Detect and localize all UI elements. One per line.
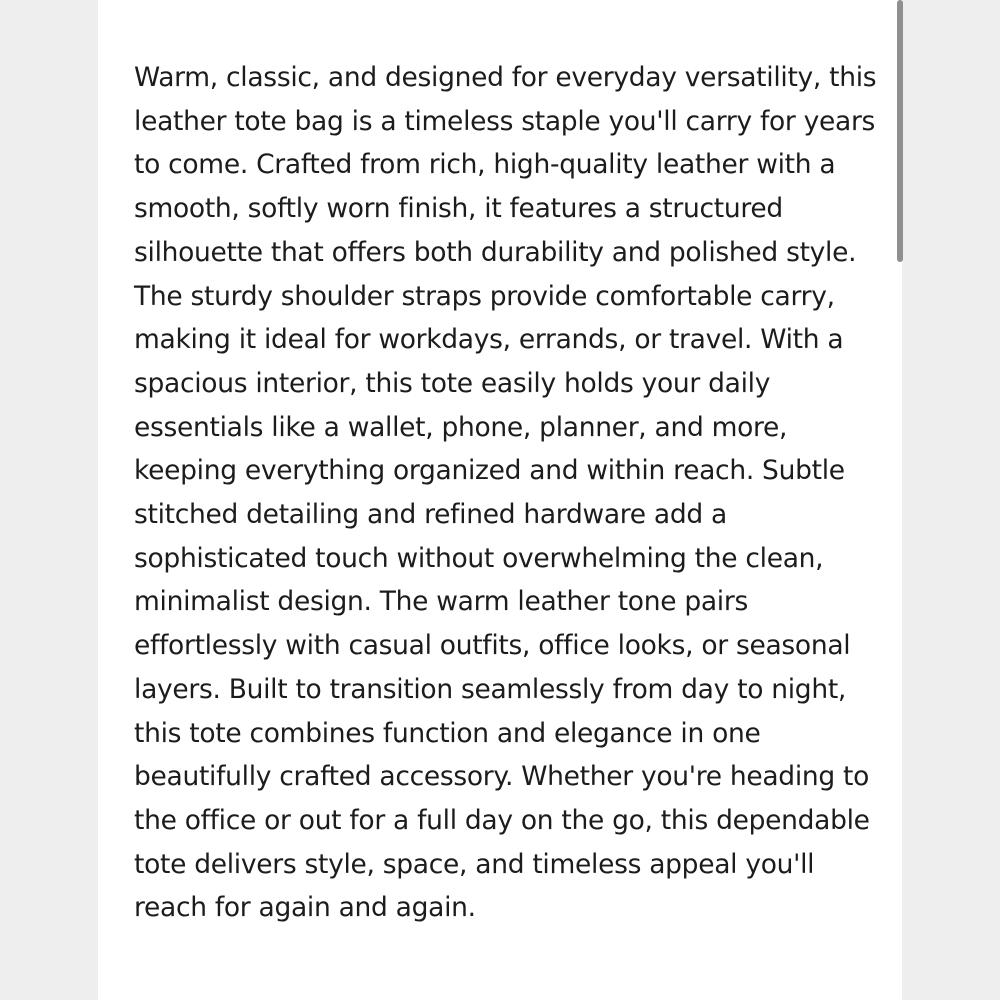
scrollbar-thumb[interactable]: [897, 0, 903, 262]
content-panel: [98, 0, 902, 1000]
product-description: Warm, classic, and designed for everyday versatility, this leather tote bag is a timeless staple you'll carry for years to come. Crafted from rich, high-quality leather with a smooth, softly worn finish, it features a structured silhouette that offers both durability and polished style. The sturdy shoulder straps provide comfortable carry, making it ideal for workdays, errands, or travel. With a spacious interior, this tote easily holds your daily essentials like a wallet, phone, planner, and more, keeping everything organized and within reach. Subtle stitched detailing and refined hardware add a sophisticated touch without overwhelming the clean, minimalist design. The warm leather tone pairs effortlessly with casual outfits, office looks, or seasonal layers. Built to transition seamlessly from day to night, this tote combines function and elegance in one beautifully crafted accessory. Whether you're heading to the office or out for a full day on the go, this dependable tote delivers style, space, and timeless appeal you'll reach for again and again.: [134, 62, 877, 924]
